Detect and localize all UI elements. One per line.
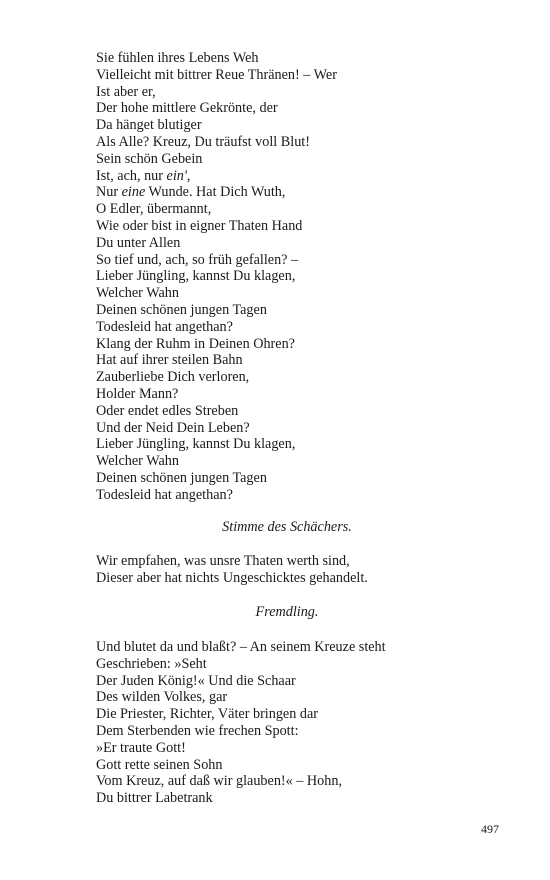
verse-line: Des wilden Volkes, gar bbox=[96, 689, 228, 706]
page-number: 497 bbox=[481, 822, 499, 836]
verse-line: Und blutet da und blaßt? – An seinem Kreuze steht bbox=[96, 639, 386, 655]
verse-line: Da hänget blutiger bbox=[96, 117, 202, 134]
verse-line: Welcher Wahn bbox=[96, 285, 179, 302]
verse-line: Klang der Ruhm in Deinen Ohren? bbox=[96, 335, 295, 352]
verse-line: Deinen schönen jungen Tagen bbox=[96, 301, 267, 318]
verse-line: Die Priester, Richter, Väter bringen dar bbox=[96, 706, 318, 723]
verse-line-with-emphasis bbox=[96, 184, 496, 201]
verse-line-text: Ist, ach, nur bbox=[96, 167, 167, 184]
verse-line: Oder endet edles Streben bbox=[96, 402, 239, 419]
verse-line: Zauberliebe Dich verloren, bbox=[96, 369, 250, 386]
verse-block-1 bbox=[96, 50, 496, 504]
verse-line: Ist aber er, bbox=[96, 83, 156, 100]
verse-line: Dem Sterbenden wie frechen Spott: bbox=[96, 722, 299, 739]
verse-line: Als Alle? Kreuz, Du träufst voll Blut! bbox=[96, 133, 310, 150]
emphasized-word: ein', bbox=[166, 167, 191, 184]
verse-block-3 bbox=[96, 639, 496, 807]
verse-line-text: Nur bbox=[96, 184, 122, 201]
verse-line: Sein schön Gebein bbox=[96, 150, 203, 167]
verse-line: Geschrieben: »Seht bbox=[96, 655, 207, 672]
verse-line: Wir empfahen, was unsre Thaten werth sind, bbox=[96, 553, 350, 569]
verse-line-with-emphasis bbox=[96, 168, 496, 185]
verse-line: Wie oder bist in eigner Thaten Hand bbox=[96, 217, 303, 234]
verse-line: Gott rette seinen Sohn bbox=[96, 756, 223, 773]
verse-line: Dieser aber hat nichts Ungeschicktes gehandelt. bbox=[96, 569, 368, 586]
verse-line: Welcher Wahn bbox=[96, 453, 179, 470]
verse-block-2 bbox=[96, 553, 496, 587]
verse-line: Der Juden König!« Und die Schaar bbox=[96, 672, 296, 689]
verse-line: Du bittrer Labetrank bbox=[96, 790, 213, 807]
verse-line: Du unter Allen bbox=[96, 234, 181, 251]
verse-line: Deinen schönen jungen Tagen bbox=[96, 469, 267, 486]
verse-line: Todesleid hat angethan? bbox=[96, 318, 233, 335]
verse-line: Hat auf ihrer steilen Bahn bbox=[96, 352, 243, 369]
emphasized-word: eine bbox=[121, 184, 146, 201]
verse-line: Lieber Jüngling, kannst Du klagen, bbox=[96, 436, 296, 453]
verse-line: Holder Mann? bbox=[96, 385, 179, 402]
speaker-heading: Fremdling. bbox=[255, 604, 319, 620]
verse-line: So tief und, ach, so früh gefallen? – bbox=[96, 251, 299, 268]
speaker-heading: Stimme des Schächers. bbox=[222, 519, 352, 535]
verse-line: Todesleid hat angethan? bbox=[96, 486, 233, 503]
verse-line: »Er traute Gott! bbox=[96, 739, 186, 756]
verse-line: Der hohe mittlere Gekrönte, der bbox=[96, 100, 278, 117]
verse-line: O Edler, übermannt, bbox=[96, 201, 212, 218]
verse-line: Und der Neid Dein Leben? bbox=[96, 419, 250, 436]
verse-line: Lieber Jüngling, kannst Du klagen, bbox=[96, 268, 296, 285]
verse-line: Sie fühlen ihres Lebens Weh bbox=[96, 50, 259, 66]
verse-line: Vom Kreuz, auf daß wir glauben!« – Hohn, bbox=[96, 773, 342, 790]
verse-line-text: Wunde. Hat Dich Wuth, bbox=[145, 184, 286, 201]
verse-line: Vielleicht mit bittrer Reue Thränen! – Wer bbox=[96, 66, 337, 83]
